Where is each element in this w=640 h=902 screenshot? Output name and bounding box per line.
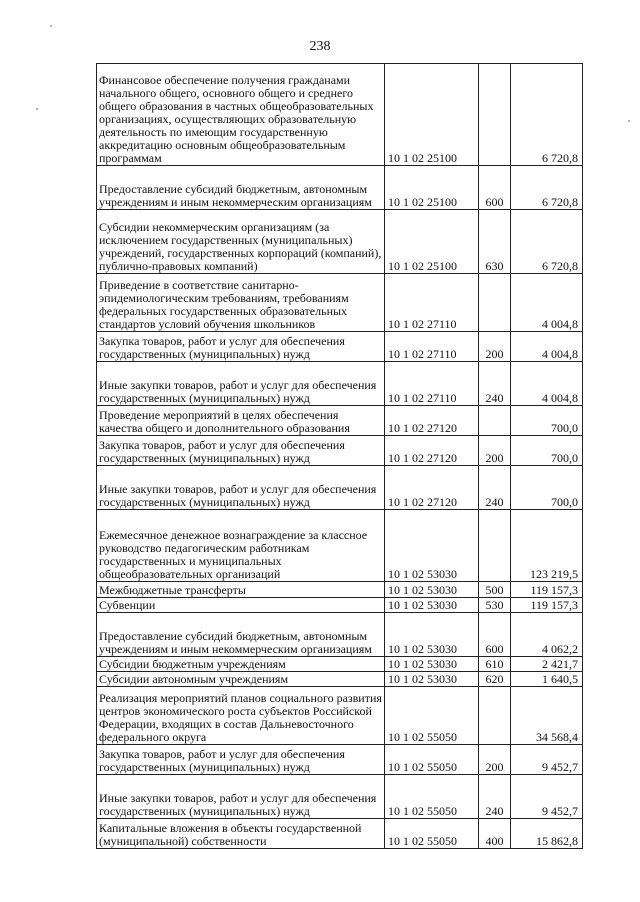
row-code-cell: 10 1 02 27110	[385, 362, 479, 406]
row-code-cell: 10 1 02 53030	[385, 657, 479, 672]
row-expense-type-cell: 200	[479, 332, 511, 362]
row-expense-type-cell	[479, 64, 511, 166]
row-amount-cell: 123 219,5	[511, 510, 583, 582]
row-expense-type-cell: 200	[479, 436, 511, 466]
budget-table-body	[97, 64, 583, 849]
row-name-cell: Предоставление субсидий бюджетным, автономным учреждениям и иным некоммерческим организациям	[97, 166, 385, 210]
row-code-cell: 10 1 02 53030	[385, 510, 479, 582]
row-amount-cell: 119 157,3	[511, 582, 583, 598]
table-row	[97, 672, 583, 687]
table-row	[97, 745, 583, 775]
row-amount-cell: 4 004,8	[511, 332, 583, 362]
table-row	[97, 362, 583, 406]
row-amount-cell: 4 062,2	[511, 613, 583, 657]
row-code-cell: 10 1 02 53030	[385, 582, 479, 598]
row-name-cell: Субвенции	[97, 598, 385, 613]
row-name-cell: Реализация мероприятий планов социального развития центров экономического роста субъектов Российской Федерации, входящих в состав Дальневосточного федерального округа	[97, 687, 385, 745]
table-row	[97, 210, 583, 274]
row-amount-cell: 2 421,7	[511, 657, 583, 672]
row-expense-type-cell: 600	[479, 166, 511, 210]
row-expense-type-cell: 400	[479, 819, 511, 849]
row-expense-type-cell: 200	[479, 745, 511, 775]
row-code-cell: 10 1 02 53030	[385, 598, 479, 613]
table-row	[97, 775, 583, 819]
row-amount-cell: 700,0	[511, 436, 583, 466]
row-code-cell: 10 1 02 27120	[385, 406, 479, 436]
row-code-cell: 10 1 02 25100	[385, 64, 479, 166]
row-amount-cell: 9 452,7	[511, 745, 583, 775]
budget-table	[96, 63, 583, 849]
row-name-cell: Капитальные вложения в объекты государственной (муниципальной) собственности	[97, 819, 385, 849]
row-name-cell: Закупка товаров, работ и услуг для обеспечения государственных (муниципальных) нужд	[97, 745, 385, 775]
row-code-cell: 10 1 02 55050	[385, 687, 479, 745]
row-name-cell: Закупка товаров, работ и услуг для обеспечения государственных (муниципальных) нужд	[97, 436, 385, 466]
table-row	[97, 466, 583, 510]
row-amount-cell: 119 157,3	[511, 598, 583, 613]
row-amount-cell: 700,0	[511, 466, 583, 510]
row-name-cell: Финансовое обеспечение получения гражданами начального общего, основного общего и среднего общего образования в частных общеобразовательных организациях, осуществляющих образовательную деятельность по имеющим государственную аккредитацию основным общеобразовательным программам	[97, 64, 385, 166]
table-row	[97, 819, 583, 849]
row-expense-type-cell: 620	[479, 672, 511, 687]
table-row	[97, 510, 583, 582]
row-name-cell: Иные закупки товаров, работ и услуг для обеспечения государственных (муниципальных) нужд	[97, 466, 385, 510]
row-expense-type-cell: 630	[479, 210, 511, 274]
scan-speck	[36, 108, 38, 110]
row-code-cell: 10 1 02 27110	[385, 274, 479, 332]
row-name-cell: Предоставление субсидий бюджетным, автономным учреждениям и иным некоммерческим организациям	[97, 613, 385, 657]
row-code-cell: 10 1 02 53030	[385, 613, 479, 657]
row-amount-cell: 6 720,8	[511, 64, 583, 166]
row-name-cell: Иные закупки товаров, работ и услуг для обеспечения государственных (муниципальных) нужд	[97, 775, 385, 819]
row-code-cell: 10 1 02 55050	[385, 775, 479, 819]
row-amount-cell: 15 862,8	[511, 819, 583, 849]
row-name-cell: Закупка товаров, работ и услуг для обеспечения государственных (муниципальных) нужд	[97, 332, 385, 362]
row-amount-cell: 34 568,4	[511, 687, 583, 745]
row-name-cell: Субсидии бюджетным учреждениям	[97, 657, 385, 672]
row-code-cell: 10 1 02 27110	[385, 332, 479, 362]
row-expense-type-cell: 240	[479, 775, 511, 819]
row-amount-cell: 700,0	[511, 406, 583, 436]
row-code-cell: 10 1 02 25100	[385, 210, 479, 274]
row-code-cell: 10 1 02 27120	[385, 466, 479, 510]
table-row	[97, 406, 583, 436]
row-code-cell: 10 1 02 25100	[385, 166, 479, 210]
row-code-cell: 10 1 02 53030	[385, 672, 479, 687]
row-expense-type-cell	[479, 274, 511, 332]
table-row	[97, 166, 583, 210]
row-code-cell: 10 1 02 55050	[385, 745, 479, 775]
row-amount-cell: 1 640,5	[511, 672, 583, 687]
row-name-cell: Межбюджетные трансферты	[97, 582, 385, 598]
table-row	[97, 332, 583, 362]
row-amount-cell: 4 004,8	[511, 362, 583, 406]
row-expense-type-cell	[479, 687, 511, 745]
table-row	[97, 64, 583, 166]
row-expense-type-cell: 500	[479, 582, 511, 598]
table-row	[97, 582, 583, 598]
scan-speck	[50, 25, 52, 27]
row-amount-cell: 6 720,8	[511, 210, 583, 274]
row-expense-type-cell: 240	[479, 362, 511, 406]
row-name-cell: Проведение мероприятий в целях обеспечения качества общего и дополнительного образования	[97, 406, 385, 436]
row-amount-cell: 6 720,8	[511, 166, 583, 210]
table-row	[97, 436, 583, 466]
row-name-cell: Субсидии автономным учреждениям	[97, 672, 385, 687]
row-expense-type-cell: 530	[479, 598, 511, 613]
row-expense-type-cell	[479, 510, 511, 582]
table-row	[97, 598, 583, 613]
page-number: 238	[309, 39, 331, 54]
row-expense-type-cell: 610	[479, 657, 511, 672]
row-expense-type-cell: 600	[479, 613, 511, 657]
row-expense-type-cell	[479, 406, 511, 436]
row-amount-cell: 4 004,8	[511, 274, 583, 332]
table-row	[97, 657, 583, 672]
row-expense-type-cell: 240	[479, 466, 511, 510]
row-name-cell: Ежемесячное денежное вознаграждение за классное руководство педагогическим работникам государственных и муниципальных общеобразовательных организаций	[97, 510, 385, 582]
row-name-cell: Субсидии некоммерческим организациям (за исключением государственных (муниципальных) учреждений, государственных корпораций (компаний), публично-правовых компаний)	[97, 210, 385, 274]
table-row	[97, 687, 583, 745]
row-amount-cell: 9 452,7	[511, 775, 583, 819]
table-row	[97, 274, 583, 332]
table-row	[97, 613, 583, 657]
row-code-cell: 10 1 02 27120	[385, 436, 479, 466]
row-name-cell: Приведение в соответствие санитарно-эпидемиологическим требованиям, требованиям федеральных государственных образовательных стандартов условий обучения школьников	[97, 274, 385, 332]
row-name-cell: Иные закупки товаров, работ и услуг для обеспечения государственных (муниципальных) нужд	[97, 362, 385, 406]
row-code-cell: 10 1 02 55050	[385, 819, 479, 849]
scan-speck	[628, 120, 630, 122]
